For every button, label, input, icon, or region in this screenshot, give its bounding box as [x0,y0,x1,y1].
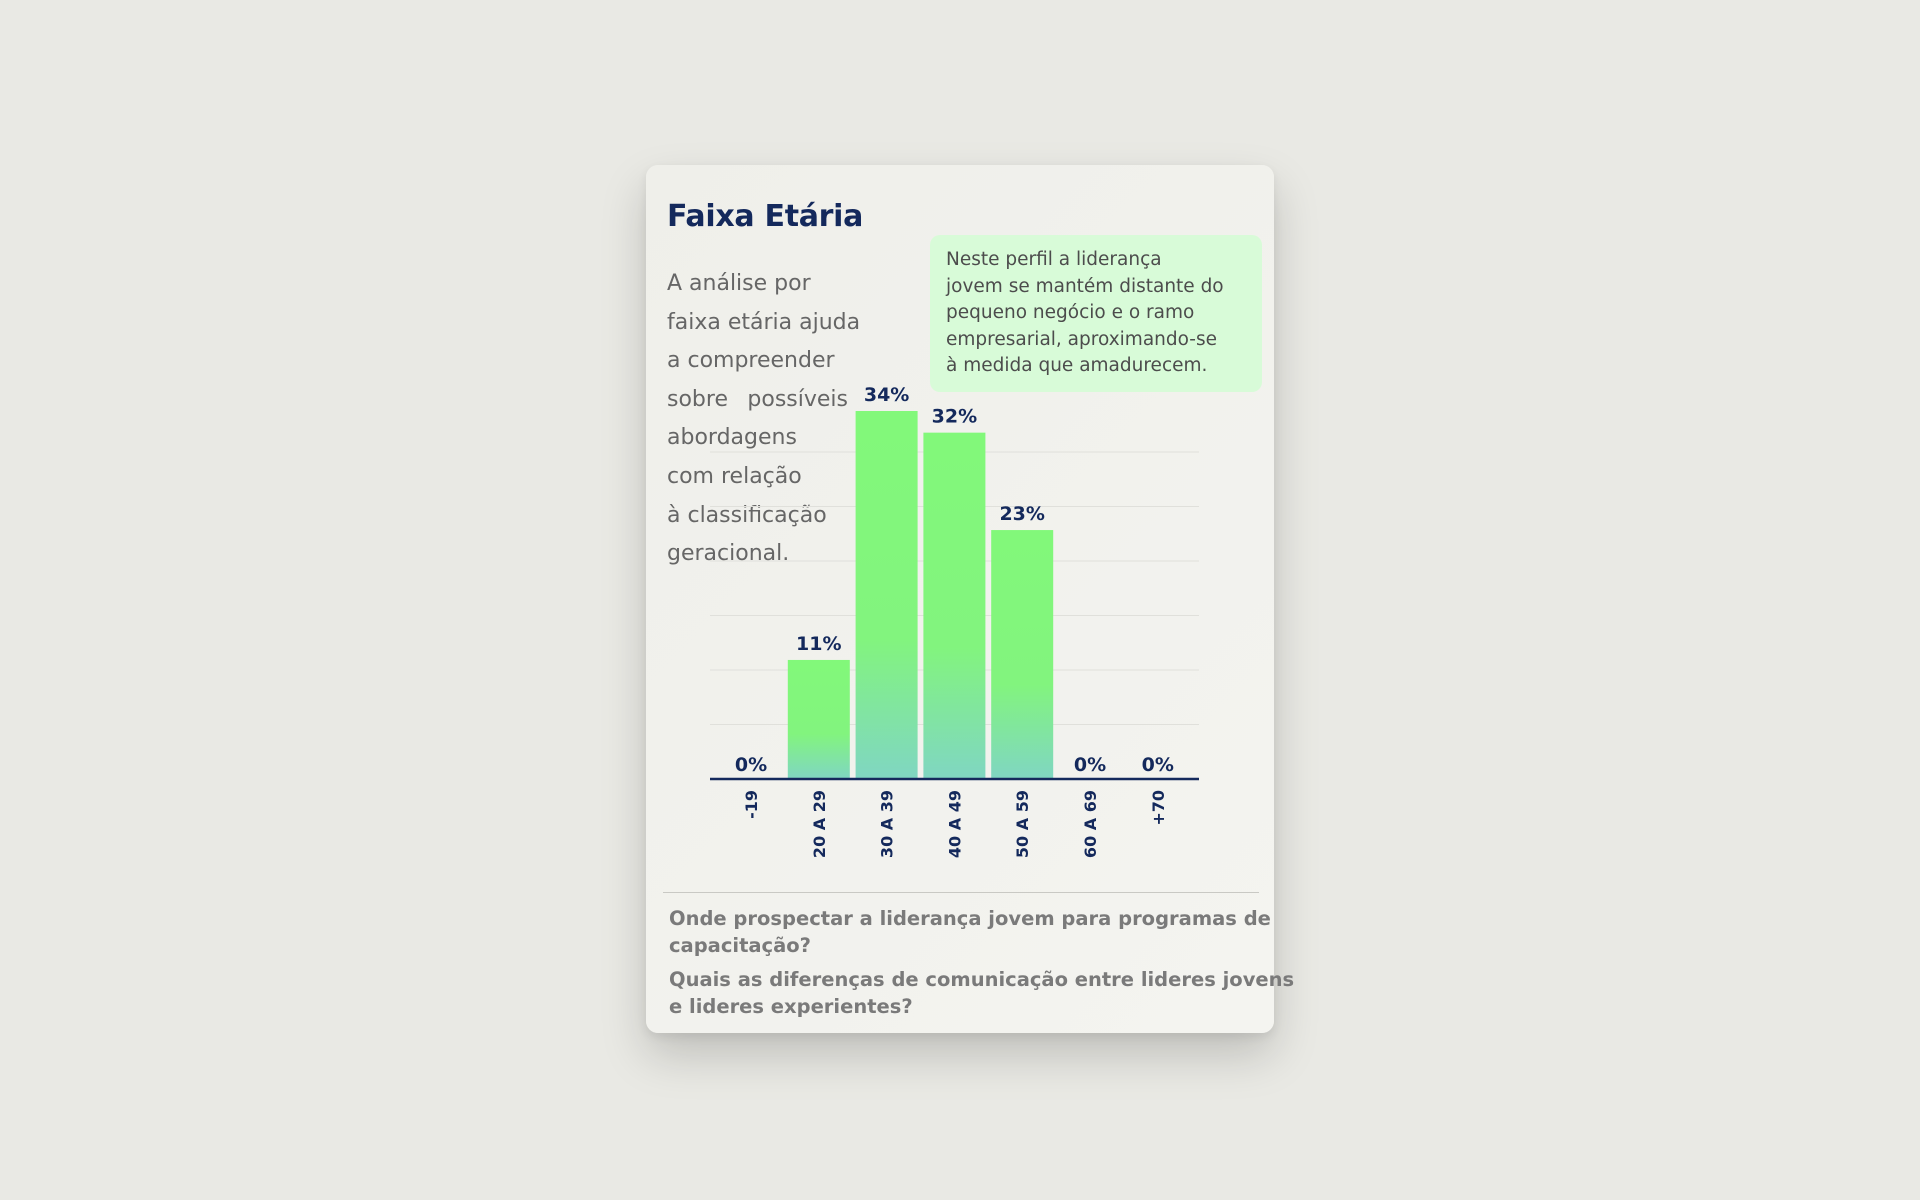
question-line: Quais as diferenças de comunicação entre lideres jovens [669,968,1295,991]
note-line: jovem se mantém distante do [946,275,1224,297]
bar-value-label: 34% [863,384,910,406]
bar-value-label: 0% [1073,754,1107,776]
question-line: e lideres experientes? [669,995,913,1018]
question-text [669,966,1295,1020]
age-range-card [646,165,1295,1033]
intro-line: à classificação [667,502,827,528]
bar-value-label: 0% [1141,754,1174,776]
bar-value-label: 32% [931,405,978,428]
bar [856,411,918,779]
intro-word: sobre [667,386,728,412]
intro-word: possíveis [747,386,848,412]
note-line: Neste perfil a liderança [946,249,1162,270]
intro-line: faixa etária ajuda [667,309,861,335]
bar-value-label: 11% [796,632,842,655]
question-line: capacitação? [669,934,811,957]
intro-line: a compreender [667,348,835,374]
note-line: à medida que amadurecem. [946,355,1208,376]
bar [788,660,850,779]
intro-line: com relação [667,463,802,489]
insight-callout [930,235,1262,392]
bar-value-label: 0% [734,754,768,776]
x-tick-label: -19 [742,790,761,819]
bar [923,433,985,779]
x-tick-label: 60 A 69 [1081,790,1100,859]
x-tick-label: 40 A 49 [945,790,965,859]
intro-line: A análise por [667,271,811,296]
x-tick-label: 20 A 29 [809,790,829,859]
x-tick-label: 50 A 59 [1013,790,1033,859]
bar [991,530,1053,779]
card-title: Faixa Etária [667,199,864,234]
intro-line: geracional. [667,541,790,567]
question-line: Onde prospectar a liderança jovem para programas de [669,907,1271,930]
intro-line: abordagens [667,425,797,451]
section-divider [663,892,1259,893]
note-line: pequeno negócio e o ramo [946,302,1195,323]
note-line: empresarial, aproximando-se [946,328,1217,350]
bar-value-label: 23% [999,503,1045,526]
question-text [669,905,1271,959]
x-tick-label: 30 A 39 [877,790,897,859]
x-tick-label: +70 [1148,790,1168,826]
